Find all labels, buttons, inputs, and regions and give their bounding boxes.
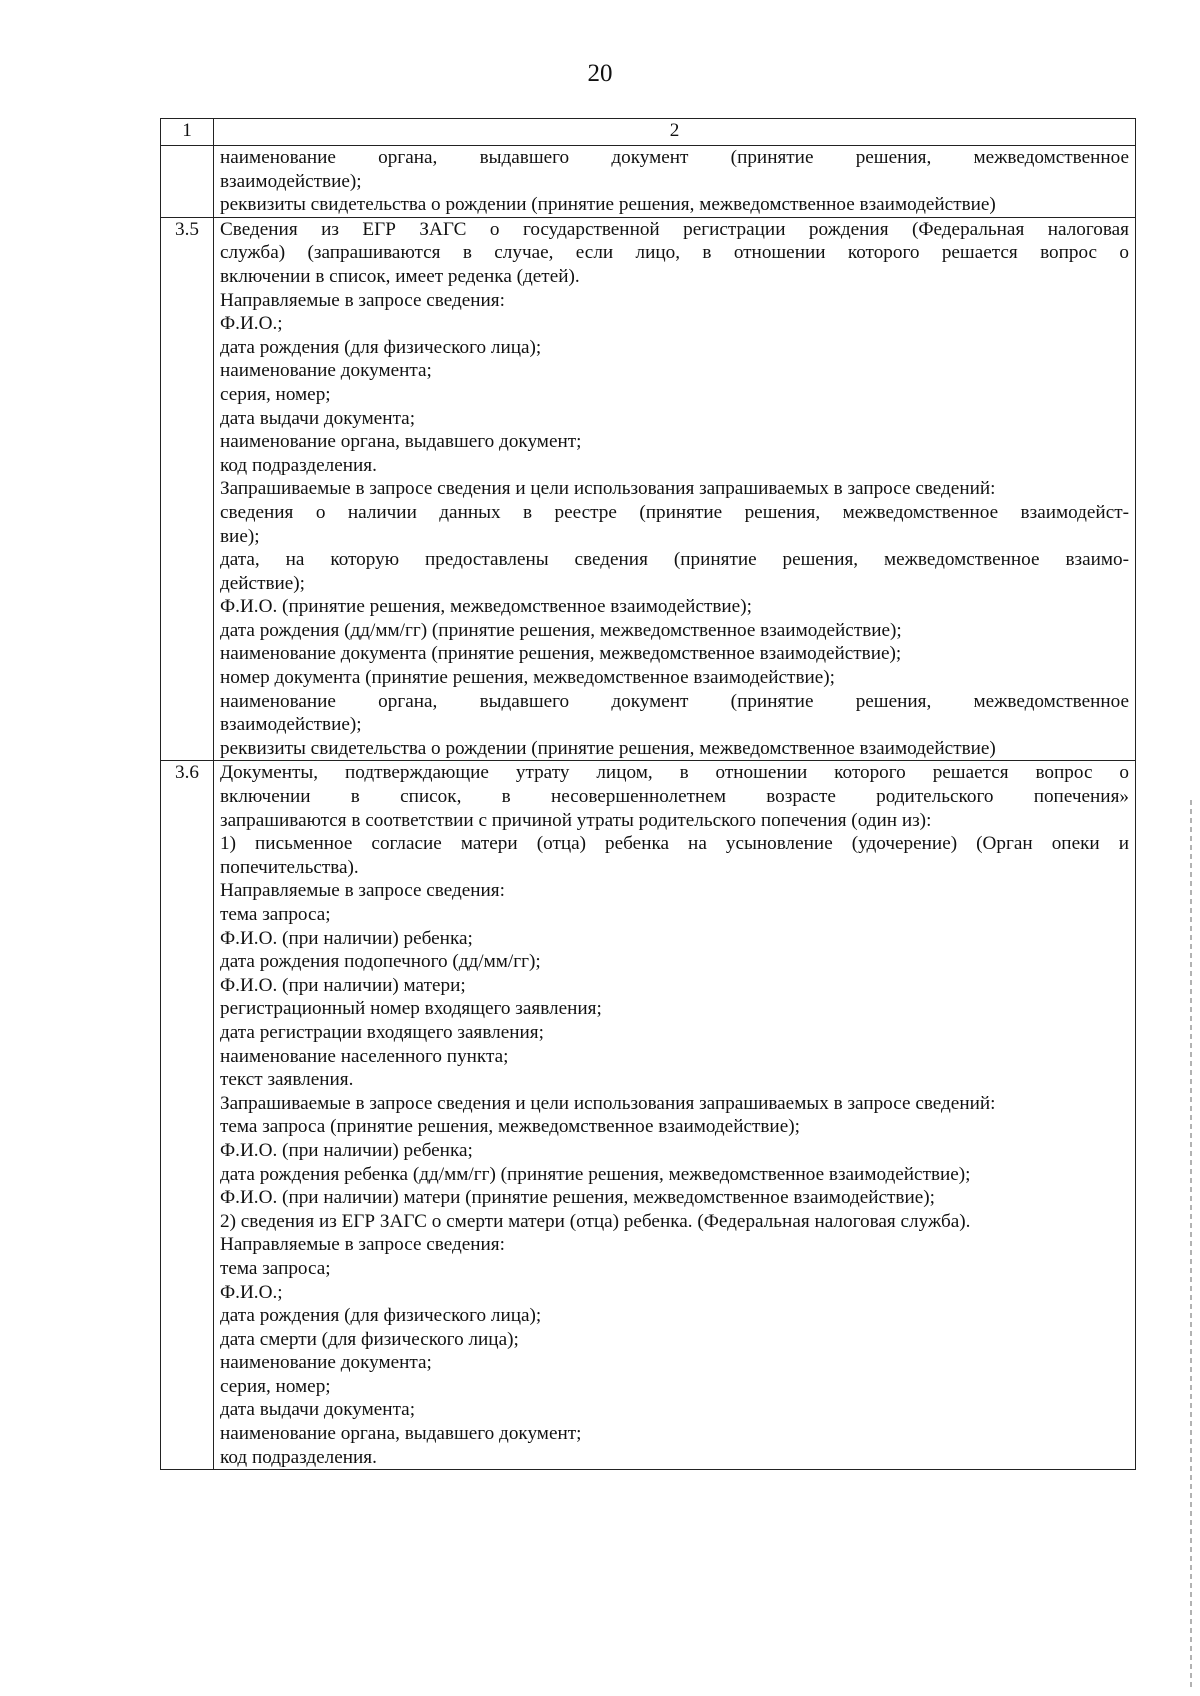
table-row — [161, 217, 1136, 761]
text-line: Ф.И.О. (при наличии) матери; — [220, 974, 466, 996]
text-line: Направляемые в запросе сведения: — [220, 1234, 505, 1256]
requirements-table — [160, 118, 1136, 1470]
text-line: наименование населенного пункта; — [220, 1045, 509, 1067]
text-line: взаимодействие); — [220, 714, 362, 736]
text-line: сведения о наличии данных в реестре (принятие решения, межведомственное взаимодейст- — [220, 501, 1129, 523]
text-line: попечительства). — [220, 856, 359, 878]
text-line: Направляемые в запросе сведения: — [220, 289, 505, 311]
text-line: регистрационный номер входящего заявления; — [220, 998, 602, 1020]
text-line: наименование документа; — [220, 360, 432, 382]
text-line: наименование органа, выдавшего документ (принятие решения, межведомственное — [220, 147, 1129, 168]
header-col-1: 1 — [161, 119, 214, 146]
text-line: 2) сведения из ЕГР ЗАГС о смерти матери (отца) ребенка. (Федеральная налоговая служба). — [220, 1210, 971, 1232]
row-number: 3.5 — [161, 217, 214, 761]
text-line: дата рождения подопечного (дд/мм/гг); — [220, 951, 541, 973]
scan-edge-mark — [1190, 800, 1192, 1690]
row-content — [214, 217, 1136, 761]
text-line: Запрашиваемые в запросе сведения и цели использования запрашиваемых в запросе сведений: — [220, 478, 996, 500]
text-line: действие); — [220, 572, 306, 594]
header-col-2: 2 — [214, 119, 1136, 146]
text-line: Ф.И.О. (при наличии) ребенка; — [220, 927, 473, 949]
text-line: включении в список, в несовершеннолетнем возрасте родительского попечения» — [220, 786, 1129, 808]
text-line: дата выдачи документа; — [220, 1399, 416, 1421]
text-line: Ф.И.О. (при наличии) ребенка; — [220, 1139, 473, 1161]
row-number — [161, 146, 214, 218]
text-line: дата, на которую предоставлены сведения (принятие решения, межведомственное взаимо- — [220, 549, 1129, 571]
text-line: Ф.И.О.; — [220, 313, 283, 335]
text-line: 1) письменное согласие матери (отца) ребенка на усыновление (удочерение) (Орган опеки и — [220, 833, 1129, 855]
row-number: 3.6 — [161, 761, 214, 1470]
text-line: реквизиты свидетельства о рождении (принятие решения, межведомственное взаимодействие) — [220, 194, 996, 216]
text-line: тема запроса (принятие решения, межведомственное взаимодействие); — [220, 1116, 800, 1138]
text-line: тема запроса; — [220, 904, 331, 925]
text-line: Ф.И.О. (принятие решения, межведомственное взаимодействие); — [220, 596, 752, 618]
text-line: дата рождения (дд/мм/гг) (принятие решения, межведомственное взаимодействие); — [220, 619, 902, 641]
text-line: серия, номер; — [220, 383, 331, 405]
text-line: дата выдачи документа; — [220, 407, 416, 429]
text-line: дата рождения (для физического лица); — [220, 1305, 542, 1327]
text-line: Документы, подтверждающие утрату лицом, в отношении которого решается вопрос о — [220, 762, 1129, 784]
text-line: вие); — [220, 525, 260, 547]
text-line: тема запроса; — [220, 1257, 331, 1279]
text-line: включении в список, имеет реденка (детей). — [220, 265, 580, 287]
text-line: взаимодействие); — [220, 170, 362, 192]
text-line: наименование органа, выдавшего документ; — [220, 431, 582, 453]
text-line: наименование органа, выдавшего документ; — [220, 1423, 582, 1445]
text-line: дата рождения (для физического лица); — [220, 336, 542, 358]
text-line: серия, номер; — [220, 1375, 331, 1397]
table-body — [161, 119, 1136, 1470]
text-line: запрашиваются в соответствии с причиной утраты родительского попечения (один из): — [220, 809, 932, 831]
text-line: код подразделения. — [220, 1446, 377, 1468]
table-row — [161, 146, 1136, 218]
text-line: наименование органа, выдавшего документ (принятие решения, межведомственное — [220, 690, 1129, 712]
text-line: Ф.И.О.; — [220, 1281, 283, 1303]
table-header-row — [161, 119, 1136, 146]
text-line: служба) (запрашиваются в случае, если лицо, в отношении которого решается вопрос о — [220, 242, 1129, 264]
text-line: Сведения из ЕГР ЗАГС о государственной регистрации рождения (Федеральная налоговая — [220, 218, 1129, 240]
text-line: Запрашиваемые в запросе сведения и цели использования запрашиваемых в запросе сведений: — [220, 1092, 996, 1114]
text-line: реквизиты свидетельства о рождении (принятие решения, межведомственное взаимодействие) — [220, 737, 996, 759]
text-line: код подразделения. — [220, 454, 377, 476]
text-line: наименование документа (принятие решения, межведомственное взаимодействие); — [220, 643, 902, 665]
text-line: дата рождения ребенка (дд/мм/гг) (принятие решения, межведомственное взаимодействие); — [220, 1163, 971, 1185]
text-line: текст заявления. — [220, 1069, 354, 1091]
table-row — [161, 761, 1136, 1470]
text-line: наименование документа; — [220, 1352, 432, 1374]
text-line: дата регистрации входящего заявления; — [220, 1021, 544, 1043]
row-content — [214, 146, 1136, 218]
text-line: Ф.И.О. (при наличии) матери (принятие решения, межведомственное взаимодействие); — [220, 1187, 935, 1209]
text-line: Направляемые в запросе сведения: — [220, 880, 505, 902]
row-content — [214, 761, 1136, 1470]
text-line: дата смерти (для физического лица); — [220, 1328, 519, 1350]
text-line: номер документа (принятие решения, межведомственное взаимодействие); — [220, 667, 836, 689]
page-number: 20 — [587, 60, 613, 87]
